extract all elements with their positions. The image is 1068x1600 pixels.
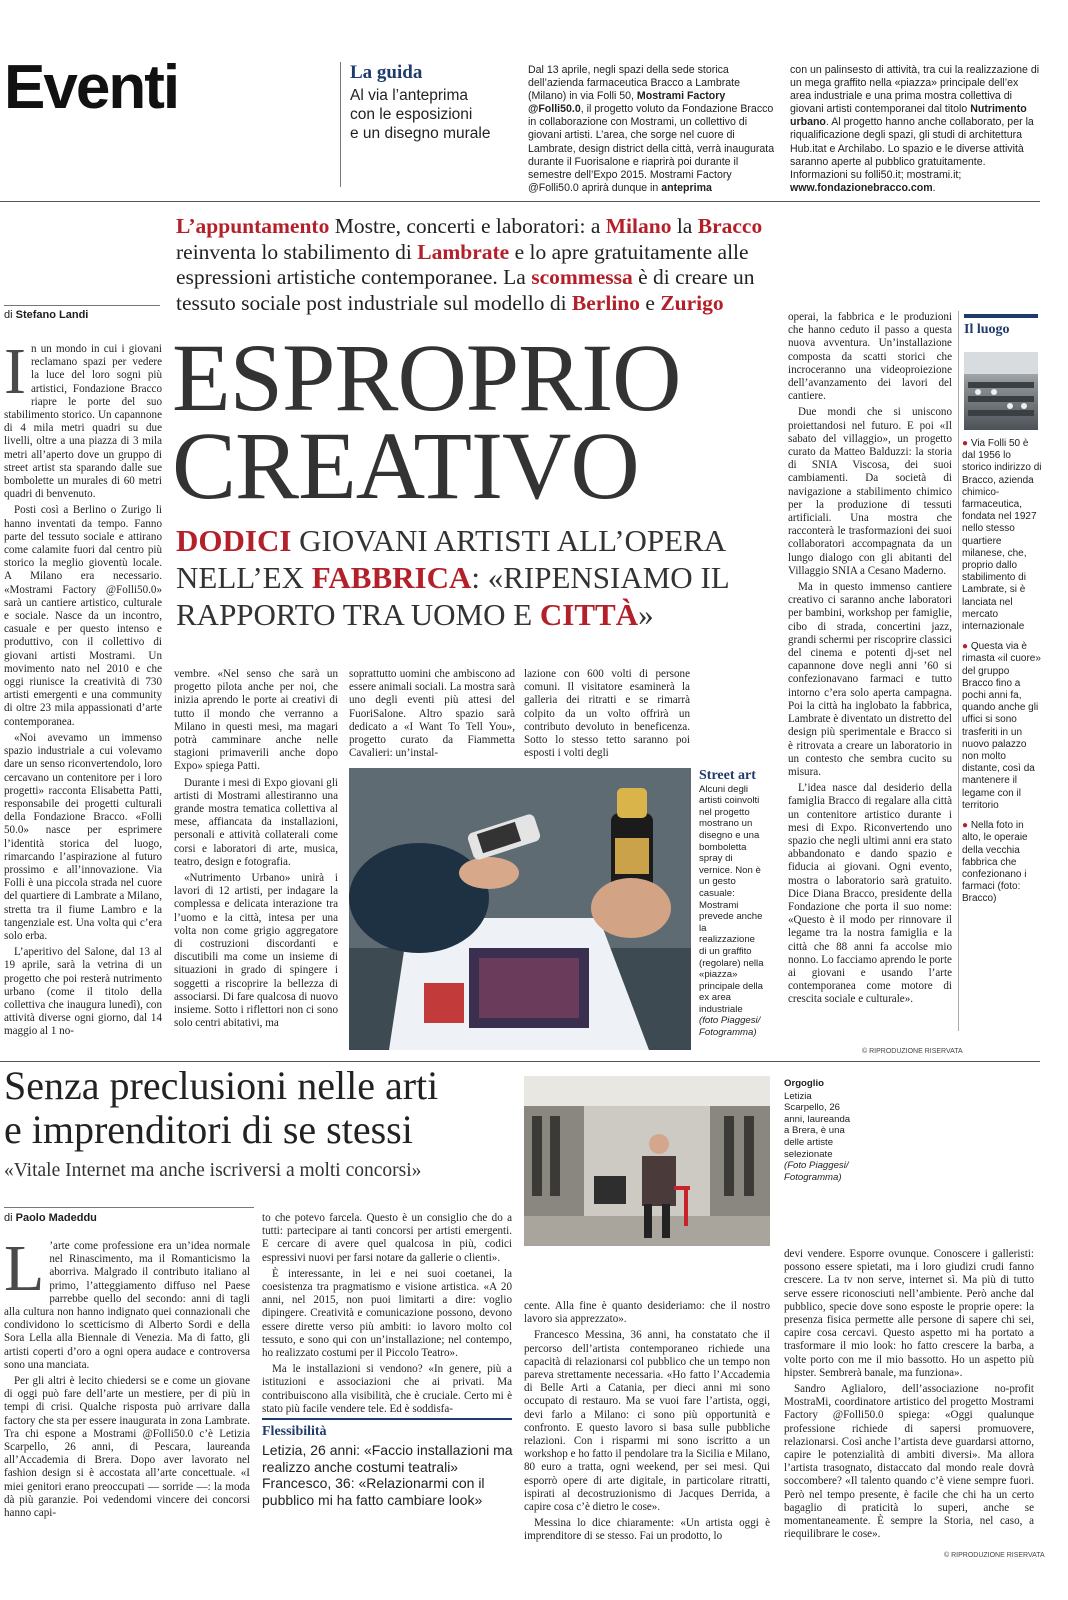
street-art-photo	[349, 768, 691, 1050]
sidebar-list	[962, 438, 1042, 906]
guide-text-col1	[528, 64, 778, 195]
artist-caption: Orgoglio Letizia Scarpello, 26 anni, laureanda a Brera, è una delle artiste selezionate (Foto Piaggesi/ Fotogramma)	[784, 1078, 851, 1183]
second-title: Senza preclusioni nelle arti e imprenditori di se stessi	[4, 1063, 439, 1152]
subtitle-run: DODICI	[176, 523, 292, 558]
guide-text-run: anteprima	[661, 181, 712, 194]
kicker-run: reinventa lo stabilimento di	[176, 239, 418, 264]
article-column-3: soprattutto uomini che ambiscono ad essere animali sociali. La mostra sarà uno degli eventi più attesi del FuoriSalone. Altro spazio sarà dedicato a «I Want To Tell You», progetto curato da Fiammetta Cavalieri: un’instal-	[349, 668, 515, 760]
flexibility-box: Flessibilità Letizia, 26 anni: «Faccio installazioni ma realizzo anche costumi teatrali» Francesco, 36: «Relazionarmi con il pubblico mi ha fatto cambiare look»	[262, 1424, 513, 1508]
factory-illustration	[964, 352, 1038, 430]
kicker-run: L’appuntamento	[176, 214, 330, 238]
guide-text-run: Mostrami Factory @Folli50.0	[528, 90, 726, 116]
kicker-run: Berlino	[571, 290, 641, 315]
dropcap: I	[4, 335, 26, 408]
kicker-run: e	[640, 290, 661, 315]
second-column-2: to che potevo farcela. Questo è un consiglio che do a tutti: partecipare ai tanti concorsi per artisti emergenti. E cercare di avere quel qualcosa in più, codici espressivi nuovi per farsi notare da gallerie o clienti». È interessante, in lei e nei suoi coetanei, la coesistenza tra pragmatismo e visione artistica. «A 20 anni, nel 2015, non puoi limitarti a dire: voglio dipingere. Creatività e comunicazione possono, devono essere dirette verso più ambiti: io lavoro molto col tessuto, e sono qui con un’installazione; nel contempo, ho realizzato costumi per il Piccolo Teatro». Ma le installazioni si vendono? «In genere, più a istituzioni e associazioni che ai privati. Ma contribuiscono alla visibilità, che è cruciale. Certo mi è stato più facile vendere tele. Ed è soddisfa-	[262, 1212, 512, 1415]
guide-text-run: www.fondazionebracco.com	[790, 181, 933, 194]
sidebar-item: ● Nella foto in alto, le operaie della vecchia fabbrica che confezionano i farmaci (foto: Bracco)	[962, 820, 1028, 905]
guide-text-run: , il progetto voluto da Fondazione Bracco in collaborazione con Mostrami, un collettivo di giovani artisti. L’area, che sorge nel cuore di Lambrate, design district della città, verrà inaugurata durante il Fuorisalone e riaprirà poi durante il semestre dell’Expo 2015. Mostrami Factory @Folli50.0 aprirà dunque in	[528, 103, 775, 194]
kicker-run: è di creare un tessuto sociale post industriale sul modello di	[176, 265, 755, 315]
subtitle-run: CITTÀ	[539, 597, 639, 632]
guide-text-run: .	[932, 181, 936, 194]
guide-text-run: Nutrimento urbano	[790, 103, 1027, 129]
guide-text-run: con un palinsesto di attività, tra cui la realizzazione di un mega graffito nella «piazza» principale dell’ex area industriale e una prima mostra collettiva di giovani artisti contemporanei dal titolo	[790, 64, 1040, 116]
article-column-2: vembre. «Nel senso che sarà un progetto pilota anche per noi, che inizia aprendo le porte ai creativi di tutto il mondo che verranno a Milano in questi mesi, ma magari potrà camminare anche nelle stagioni primaverili anche dopo Expo» spiega Patti. Durante i mesi di Expo giovani gli artisti di Mostrami allestiranno una grande mostra tematica collettiva al mese, affiancata da installazioni, personali e attività collaterali come corsi e laboratori di arte, musica, teatro, design e fotografia. «Nutrimento Urbano» unirà i lavori di 12 artisti, per indagare la complessa e delicata interazione tra l’uomo e la città, intesa per una volta non come grigio aggregatore di costruzioni discordanti e discutibili ma come un insieme di situazioni in grado di spingere i soggetti a riscoprire la bellezza di associarsi. Di fare qualcosa di nuovo insieme. Sotto i riflettori non ci sono solo centri abitativi, ma	[174, 668, 338, 1030]
section-title: Eventi	[4, 53, 179, 122]
street-art-illustration	[349, 768, 691, 1050]
kicker	[176, 214, 786, 316]
guide-text-run: Dal 13 aprile, negli spazi della sede storica dell’azienda farmaceutica Bracco a Lambrate (Milano) in via Folli 50,	[528, 64, 740, 103]
sidebar-title: Il luogo	[964, 322, 1010, 337]
sidebar-photo	[964, 352, 1038, 430]
copyright-main: © RIPRODUZIONE RISERVATA	[862, 1048, 963, 1055]
copyright-second: © RIPRODUZIONE RISERVATA	[944, 1552, 1045, 1559]
subtitle-run: FABBRICA	[311, 560, 472, 595]
kicker-run: Milano	[605, 214, 672, 238]
byline: di Stefano Landi	[4, 309, 89, 321]
article-column-4: lazione con 600 volti di persone comuni. Il visitatore esaminerà la galleria dei ritratti e se rimarrà colpito da un volto offrirà un contributo devoluto in beneficenza. Sotto lo stesso tetto saranno poi esposti i volti degli	[524, 668, 690, 760]
main-subtitle	[176, 522, 776, 633]
artist-photo	[524, 1076, 770, 1246]
kicker-run: Lambrate	[417, 239, 510, 264]
second-byline: di Paolo Madeddu	[4, 1212, 97, 1224]
dropcap-second: L	[4, 1232, 45, 1305]
guide-label: La guida	[350, 62, 423, 83]
second-column-3: cente. Alla fine è quanto desideriamo: che il nostro lavoro sia apprezzato». Francesco Messina, 36 anni, ha constatato che il percorso dell’artista contemporaneo richiede una capacità di relazionarsi col pubblico che un tempo non pareva strettamente necessaria. «Ho fatto l’Accademia di Belle Arti a Catania, per dieci anni mi sono occupato di restauro. Ma se vuoi fare l’artista, oggi, devi farlo a Milano: ci sono più opportunità e confronto. E questo lavoro si basa sulle pubbliche relazioni. Con i risparmi mi sono iscritto a un workshop e ho fatto il pendolare tra la Sicilia e Milano, 80 euro a tratta, ogni weekend, per sei mesi. Qui esporrò opere di arte digitale, in particolare ritratti, ispirati al decostruzionismo di Jacques Derrida, a capire cosa c’è dietro le cose». Messina lo dice chiaramente: «Un artista oggi è imprenditore di se stesso. Fai un prodotto, lo	[524, 1300, 770, 1543]
sidebar-item: ● Questa via è rimasta «il cuore» del gruppo Bracco fino a pochi anni fa, quando anche gli uffici si sono trasferiti in un nuovo palazzo non molto distante, così da mantenere il legame con il territorio	[962, 641, 1041, 811]
street-art-caption: Street art Alcuni degli artisti coinvolti nel progetto mostrano un disegno e una bomboletta spray di vernice. Non è un gesto casuale: Mostrami prevede anche la realizzazione di un graffito (regolare) nella «piazza» principale della ex area industriale (foto Piaggesi/ Fotogramma)	[699, 768, 764, 1039]
guide-text-run: . Al progetto hanno anche collaborato, per la riqualificazione degli spazi, gli studi di architettura Hub.itat e Archilabo. Lo spazio e le diverse attività saranno aperte al pubblico gratuitamente. Informazioni su folli50.it; mostrami.it;	[790, 116, 1034, 181]
main-title: ESPROPRIO CREATIVO	[172, 324, 681, 519]
kicker-run: e lo apre gratuitamente alle espressioni artistiche contemporanee. La	[176, 239, 749, 289]
sidebar-item: ● Via Folli 50 è dal 1956 lo storico indirizzo di Bracco, azienda chimico-farmaceutica, fondata nel 1927 nello stesso quartiere milanese, che, proprio dallo stabilimento di Lambrate, si è lanciata nel mercato internazionale	[962, 438, 1042, 633]
second-column-1: L ’arte come professione era un’idea normale nel Rinascimento, ma il Romanticismo la aborriva. Malgrado il contributo italiano al primo, l’atteggiamento diffuso nel Paese parrebbe quello del secondo: anni di tagli alla cultura non hanno indignato quei connazionali che condividono lo scetticismo di Alberto Sordi e della Sora Lella alla Biennale di Venezia. Ma di fatto, gli artisti coperti d’oro a ogni opera audace e controversa sono una manciata. Per gli altri è lecito chiedersi se e come un giovane di oggi può fare dell’arte un mestiere, per di più in tempi di crisi. Qualche risposta può arrivare dalla factory che sta per essere inaugurata in zona Lambrate. Tra chi espone a Mostrami @Folli50.0 c’è Letizia Scarpello, 26 anni, di Pescara, laureanda all’Accademia di Brera. Dopo aver lavorato nel fashion design si è accostata all’arte concettuale. «I miei genitori erano preoccupati — sorride —: la moda dà più garanzie. Poi vedendomi vincere dei concorsi hanno capi-	[4, 1232, 250, 1520]
kicker-run: la	[671, 214, 698, 238]
second-subtitle: «Vitale Internet ma anche iscriversi a molti concorsi»	[4, 1160, 422, 1181]
subtitle-run: »	[638, 597, 654, 632]
guide-headline: Al via l’anteprima con le esposizioni e un disegno murale	[350, 87, 491, 142]
guide-text-col2	[790, 64, 1040, 195]
kicker-run: Mostre, concerti e laboratori: a	[329, 214, 606, 238]
article-column-right: operai, la fabbrica e le produzioni che hanno ceduto il passo a questa nuova avventura. Un’installazione composta da scatti storici che incroceranno una videoproiezione dell’avanzamento dei lavori del cantiere. Due mondi che si uniscono proiettandosi nel futuro. E poi «Il sabato del villaggio», un progetto curato da Matteo Balduzzi: la storia di SNIA Viscosa, dei suoi cambiamenti. Da società di navigazione a stabilimento chimico per la produzione di tessuti artificiali. Una mostra che racconterà le trasformazioni dei suoi collaboratori accompagnata da un lungo dialogo con gli abitanti del Villaggio SNIA a Cesano Maderno. Ma in questo immenso cantiere creativo ci saranno anche laboratori per bambini, workshop per famiglie, cibo di strada, concertini jazz, grandi schermi per riscoprire classici del cinema e potenti dj-set nel capannone dove negli anni ’60 si confezionavano farmaci e tutto intorno c’era solo aperta campagna. Poi la città ha inglobato la fabbrica, Lambrate è diventato un distretto del design più sperimentale e Bracco si è ritrovata a creare un laboratorio in un contesto che sembra cucito su misura. L’idea nasce dal desiderio della famiglia Bracco di regalare alla città un contenitore artistico durante i mesi di Expo. Riconvertendo uno spazio che negli ultimi anni era stato abbandonato e dando spazio e fiducia ai giovani. Ogni evento, mostra o laboratorio sarà gratuito. Dice Diana Bracco, presidente della Fondazione che porta il suo nome: «Questo è il modo per rinnovare il legame tra la nostra famiglia e la città che 88 anni fa accolse mio nonno. Lo facciamo aprendo le porte ai giovani e usando l’arte contemporanea come motore di crescita sociale e culturale».	[788, 311, 952, 1006]
second-column-4: devi vendere. Esporre ovunque. Conoscere i galleristi: possono essere spietati, ma i loro giudizi crudi fanno crescere. La tv non serve, internet sì. Ma più di tutto serve essere riconosciuti nell’ambiente. Però anche dal pubblico, specie dove sono esposte le proprie opere: la presenza fisica permette alle persone di sapere chi sei, capire cosa cercavi. Questo aspetto mi ha portato a trasformare il mio look: ho fatto crescere la barba, a volte porto con me il mio bassotto. Ho un aspetto più hipster. Sembrerà banale, ma funziona». Sandro Aglialoro, dell’associazione no-profit MostraMi, coordinatore artistico del progetto Mostrami Factory @Folli50.0 spiega: «Oggi qualunque professione richiede di sapersi promuovere, relazionarsi. Così anche l’artista deve guardarsi attorno, capire le potenzialità di ambiti diversi». Ma allora l’artista trasognato, distaccato dal mondo reale dovrà soccombere? «Il talento quando c’è viene sempre fuori. Però nel tempo presente, è facile che chi ha un certo bagaglio di praticità lo superi, anche se momentaneamente. È sempre la Storia, nel caso, a riequilibrare le cose».	[784, 1248, 1034, 1541]
article-column-1: In un mondo in cui i giovani reclamano spazi per vedere la luce del loro sogni più artistici, Fondazione Bracco riapre le porte del suo stabilimento storico. Un capannone di 4 mila metri quadri su due livelli, oltre a una piazza di 3 mila metri all’aperto dove un gruppo di street artist sta sparando dalle sue bombolette un murales di 60 metri quadri di benvenuto. Posti così a Berlino o Zurigo li hanno inventati da tempo. Fanno parte del tessuto sociale e attirano come calamite fuori dal centro più storico la meglio gioventù locale. A Milano era necessario. «Mostrami Factory @Folli50.0» sarà un cantiere artistico, culturale e sociale. Nasce da un incontro, casuale e per questo intenso e produttivo, con il collettivo di giovani artisti Mostrami. Un movimento nato nel 2010 e che oggi riunisce la creatività di 730 artisti emergenti e una community di oltre 23 mila appassionati d’arte contemporanea. «Noi avevamo un immenso spazio industriale a cui volevamo dare un senso riconvertendolo, loro cercavano un contenitore per i loro progetti» racconta Elisabetta Patti, responsabile dei progetti culturali della Fondazione Bracco. «Folli 50.0» nasce per esprimere l’identità storica del luogo, rimarcando l’aspirazione al futuro prossimo e all’innovazione. Via Folli è una piccola strada nel cuore del quartiere di Lambrate a Milano, stretta tra il fiume Lambro e la tangenziale est. Una volta qui c’era solo erba. L’aperitivo del Salone, dal 13 al 19 aprile, sarà la vetrina di un progetto che poi resterà nutrimento urbano (come il titolo della collettiva che inaugura lunedì), con attività diverse ogni giorno, dal 14 maggio al 1 no-	[4, 335, 162, 1038]
subtitle-run: GIOVANI ARTISTI ALL’OPERA NELL’EX	[176, 523, 725, 595]
kicker-run: scommessa	[531, 265, 633, 289]
kicker-run: Zurigo	[660, 290, 724, 315]
kicker-run: Bracco	[697, 214, 763, 238]
artist-illustration	[524, 1076, 770, 1246]
subtitle-run: : «RIPENSIAMO IL RAPPORTO TRA UOMO E	[176, 560, 729, 632]
